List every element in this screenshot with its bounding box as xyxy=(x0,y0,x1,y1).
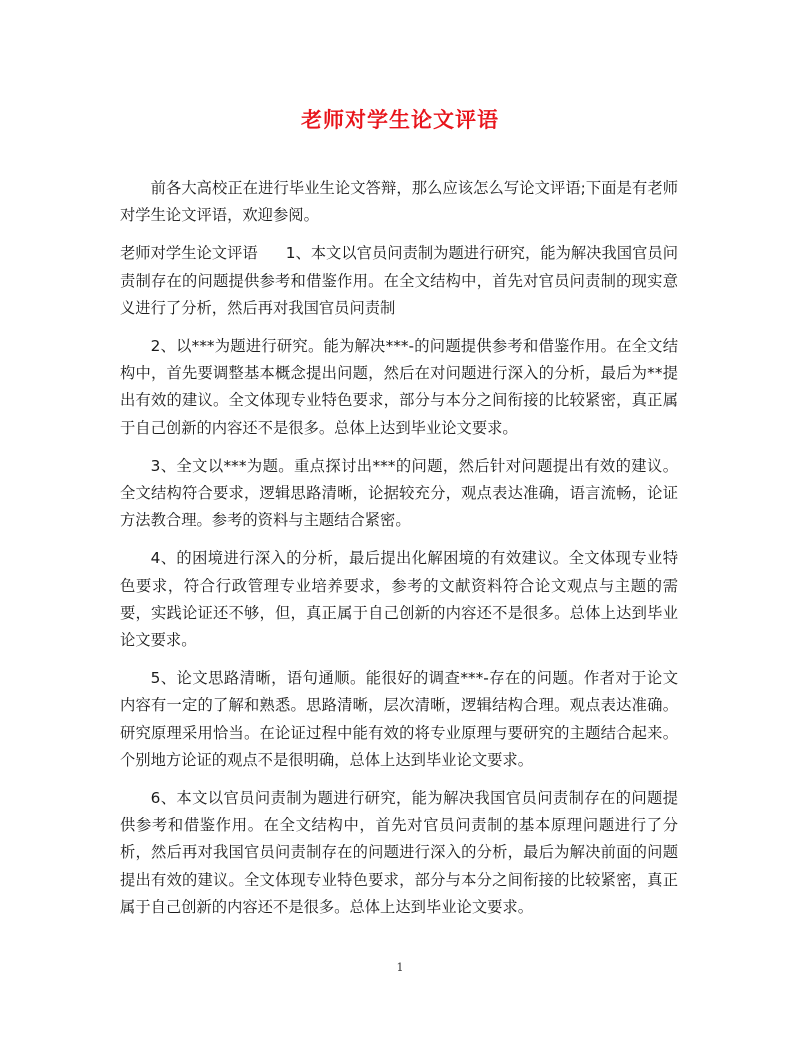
paragraph-5: 5、论文思路清晰，语句通顺。能很好的调查***-存在的问题。作者对于论文内容有一定的了解和熟悉。思路清晰，层次清晰，逻辑结构合理。观点表达准确。研究原理采用恰当。在论证过程中能有效的将专业原理与要研究的主题结合起来。个别地方论证的观点不是很明确，总体上达到毕业论文要求。 xyxy=(120,669,678,769)
section-heading: 老师对学生论文评语 xyxy=(120,244,258,263)
document-body xyxy=(120,175,678,932)
paragraph-1 xyxy=(120,240,678,322)
paragraph-1-text: 1、本文以官员问责制为题进行研究，能为解决我国官员问责制存在的问题提供参考和借鉴作用。在全文结构中，首先对官员问责制的现实意义进行了分析，然后再对我国官员问责制 xyxy=(120,244,678,317)
paragraph-6: 6、本文以官员问责制为题进行研究，能为解决我国官员问责制存在的问题提供参考和借鉴作用。在全文结构中，首先对官员问责制的基本原理问题进行了分析，然后再对我国官员问责制存在的问题进行深入的分析，最后为解决前面的问题提出有效的建议。全文体现专业特色要求，部分与本分之间衔接的比较紧密，真正属于自己创新的内容还不是很多。总体上达到毕业论文要求。 xyxy=(120,789,678,916)
paragraph-2: 2、以***为题进行研究。能为解决***-的问题提供参考和借鉴作用。在全文结构中，首先要调整基本概念提出问题，然后在对问题进行深入的分析，最后为**提出有效的建议。全文体现专业特色要求，部分与本分之间衔接的比较紧密，真正属于自己创新的内容还不是很多。总体上达到毕业论文要求。 xyxy=(120,337,678,437)
paragraph-3: 3、全文以***为题。重点探讨出***的问题，然后针对问题提出有效的建议。全文结构符合要求，逻辑思路清晰，论据较充分，观点表达准确，语言流畅，论证方法教合理。参考的资料与主题结合紧密。 xyxy=(120,456,678,530)
document-title: 老师对学生论文评语 xyxy=(301,107,499,132)
page-number: 1 xyxy=(396,961,404,974)
intro-paragraph: 前各大高校正在进行毕业生论文答辩，那么应该怎么写论文评语;下面是有老师对学生论文评语，欢迎参阅。 xyxy=(120,179,678,225)
paragraph-4: 4、的困境进行深入的分析，最后提出化解困境的有效建议。全文体现专业特色要求，符合行政管理专业培养要求，参考的文献资料符合论文观点与主题的需要，实践论证还不够，但，真正属于自己创新的内容还不是很多。总体上达到毕业论文要求。 xyxy=(120,549,678,650)
